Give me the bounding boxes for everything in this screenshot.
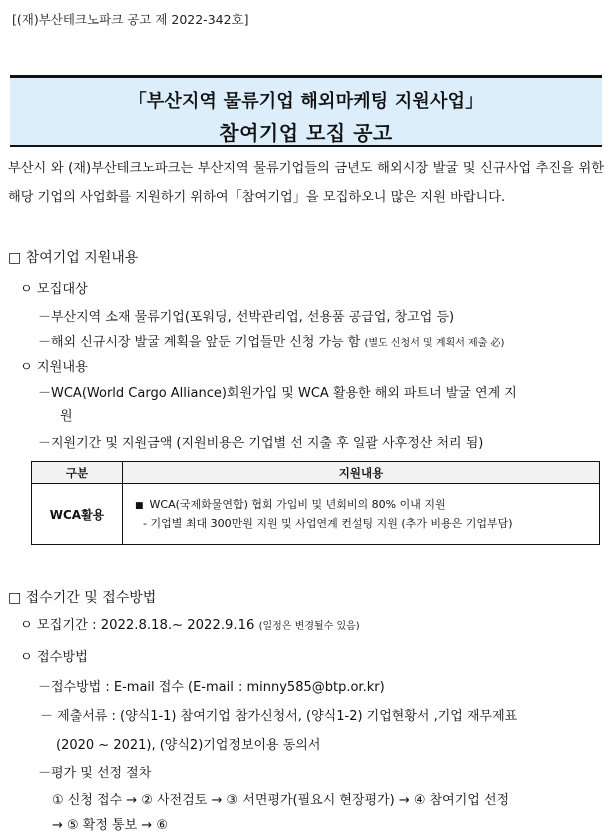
documents-line-2: (2020 ~ 2021), (양식2)기업정보이용 동의서 [56,738,321,753]
recruit-item-2-text: －해외 신규시장 발굴 계획을 앞둔 기업들만 신청 가능 함 [38,335,361,350]
notice-number: [(재)부산테크노파크 공고 제 2022-342호] [12,12,249,27]
intro-paragraph: 부산시 와 (재)부산테크노파크는 부산지역 물류기업들의 금년도 해외시장 발굴 및 신규사업 추진을 위한 해당 기업의 사업화를 지원하기 위하여「참여기업」을 모집하오니 많은 지원 바랍니다. [8,161,604,205]
recruit-item-2 [38,331,504,350]
square-bullet-icon: ■ [135,500,144,511]
recruit-period-text: ㅇ 모집기간 : 2022.8.18.~ 2022.9.16 [20,618,255,633]
evaluation-steps-2: → ⑤ 확정 통보 → ⑥ [52,818,168,833]
section-heading-application: □ 접수기간 및 접수방법 [8,590,157,606]
support-content-label: ㅇ 지원내용 [20,360,88,375]
support-item-2: －지원기간 및 지원금액 (지원비용은 기업별 선 지출 후 일괄 사후정산 처리 됨) [38,436,484,451]
table-cell-category: WCA활용 [32,484,123,545]
table-content-line-1-text: WCA(국제화물연합) 협회 가입비 및 년회비의 80% 이내 지원 [149,497,446,511]
table-header-content: 지원내용 [123,462,600,484]
application-method-line: －접수방법 : E-mail 접수 (E-mail : minny585@btp.or.kr) [38,680,385,695]
title-line-2: 참여기업 모집 공고 [219,121,393,145]
recruit-period [20,614,360,633]
table-header-category: 구분 [32,462,123,484]
recruit-target-label: ㅇ 모집대상 [20,282,88,297]
table-content-line-2: - 기업별 최대 300만원 지원 및 사업연계 컨설팅 지원 (추가 비용은 기업부담) [143,516,513,530]
support-table [31,461,600,545]
table-content-line-1 [135,496,598,515]
table-row [32,484,600,545]
title-line-1: 「부산지역 물류기업 해외마케팅 지원사업」 [128,91,484,112]
evaluation-label: －평가 및 선정 절차 [38,766,152,781]
evaluation-steps-1: ① 신청 접수 → ② 사전검토 → ③ 서면평가(필요시 현장평가) → ④ 참여기업 선정 [52,793,510,808]
recruit-item-2-note: (별도 신청서 및 계획서 제출 必) [364,338,505,349]
application-method-label: ㅇ 접수방법 [20,650,88,665]
title-banner [10,75,602,147]
documents-line-1: － 제출서류 : (양식1-1) 참여기업 참가신청서, (양식1-2) 기업현황서 ,기업 재무제표 [40,709,518,724]
support-item-1: －WCA(World Cargo Alliance)회원가입 및 WCA 활용한 해외 파트너 발굴 연계 지 [38,386,517,401]
recruit-item-1: －부산지역 소재 물류기업(포워딩, 선박관리업, 선용품 공급업, 창고업 등) [38,310,455,325]
support-item-1-cont: 원 [60,409,73,424]
recruit-period-note: (일정은 변경될수 있음) [258,621,360,632]
section-heading-support: □ 참여기업 지원내용 [8,250,139,266]
table-cell-content [123,484,600,545]
